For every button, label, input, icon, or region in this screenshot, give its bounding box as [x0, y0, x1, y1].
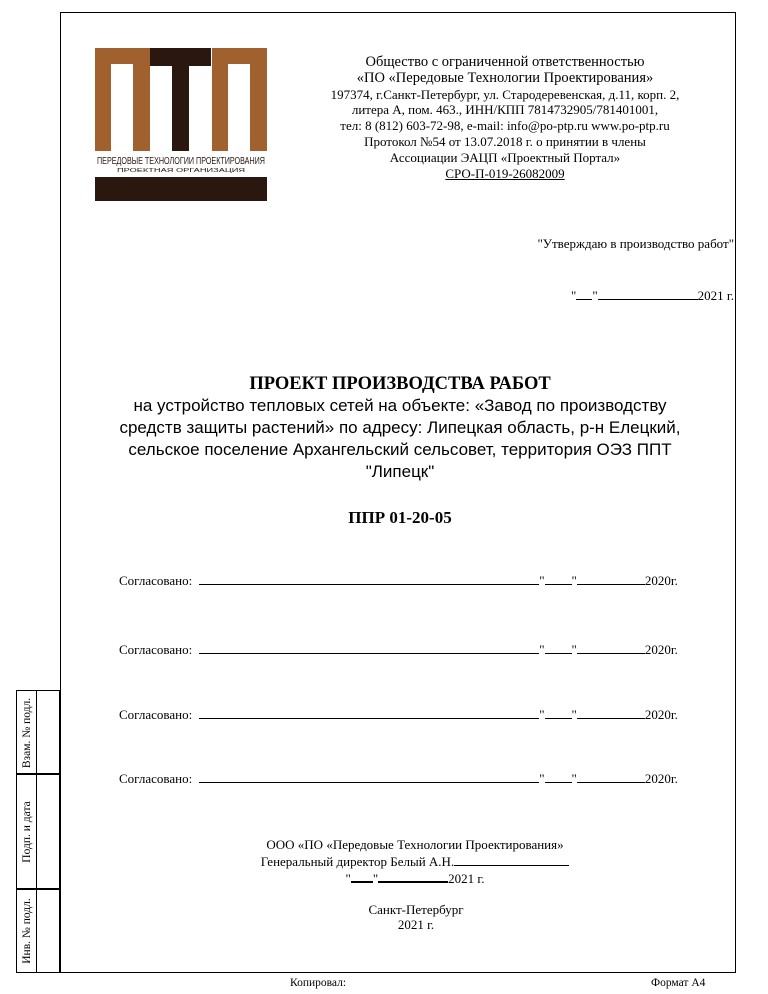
- stamp-label: Инв. № подл.: [21, 897, 33, 964]
- agreement-label: Согласовано:: [119, 642, 193, 657]
- title-subtitle: сельское поселение Архангельский сельсовет, территория ОЭЗ ППТ: [128, 440, 672, 459]
- city-block: [300, 902, 532, 932]
- org-line: «ПО «Передовые Технологии Проектирования»: [356, 69, 654, 86]
- stamp-label: Взам. № подл.: [21, 697, 33, 768]
- stamp-podp: [16, 773, 60, 890]
- org-association: Ассоциации ЭАЦП «Проектный Портал»: [389, 149, 621, 165]
- logo-caption: ПЕРЕДОВЫЕ ТЕХНОЛОГИИ ПРОЕКТИРОВАНИЯ: [97, 156, 265, 167]
- agreement-row: Согласовано: " " 2020г.: [119, 573, 678, 588]
- document-code: ППР 01-20-05: [348, 508, 452, 527]
- company-logo: [95, 48, 267, 201]
- approval-date: " " 2021 г.: [571, 288, 734, 303]
- agreement-row: Согласовано: " " 2020г.: [119, 707, 678, 722]
- agreement-row: Согласовано: " " 2020г.: [119, 771, 678, 786]
- stamp-inv: [16, 888, 60, 973]
- org-line: Общество с ограниченной ответственностью: [365, 54, 645, 70]
- document-title: [90, 373, 710, 483]
- org-address: 197374, г.Санкт-Петербург, ул. Стародеревенская, д.11, корп. 2,: [330, 86, 680, 102]
- title-subtitle: средств защиты растений» по адресу: Липецкая область, р-н Елецкий,: [119, 418, 681, 437]
- director-block: ООО «ПО «Передовые Технологии Проектирования» Генеральный директор Белый А.Н. " " 2021 г.: [205, 837, 625, 887]
- footer-format: Формат А4: [651, 977, 706, 989]
- org-contacts: тел: 8 (812) 603-72-98, e-mail: info@po-ptp.ru www.po-ptp.ru: [340, 118, 670, 134]
- director-year: 2021 г.: [448, 871, 485, 886]
- approval-text: "Утверждаю в производство работ": [537, 236, 734, 251]
- stamp-label: Подп. и дата: [21, 800, 33, 863]
- city-name: Санкт-Петербург: [368, 902, 464, 917]
- organization-header: [282, 55, 728, 181]
- org-address: литера А, пом. 463., ИНН/КПП 7814732905/781401001,: [351, 102, 659, 118]
- footer-copied: Копировал:: [290, 977, 347, 989]
- agreement-year: 2020г.: [644, 771, 678, 786]
- agreement-year: 2020г.: [644, 707, 678, 722]
- org-sro: СРО-П-019-26082009: [445, 165, 565, 181]
- city-year: 2021 г.: [397, 917, 435, 932]
- org-protocol: Протокол №54 от 13.07.2018 г. о принятии в члены: [364, 133, 646, 149]
- agreement-year: 2020г.: [644, 573, 678, 588]
- title-subtitle: на устройство тепловых сетей на объекте: «Завод по производству: [133, 396, 667, 415]
- director-org: ООО «ПО «Передовые Технологии Проектирования»: [266, 837, 564, 852]
- director-name: Генеральный директор Белый А.Н.: [260, 853, 455, 869]
- approval-year: 2021 г.: [697, 288, 734, 303]
- agreement-label: Согласовано:: [119, 707, 193, 722]
- agreement-label: Согласовано:: [119, 573, 193, 588]
- agreement-year: 2020г.: [644, 642, 678, 657]
- agreement-label: Согласовано:: [119, 771, 193, 786]
- logo-subcaption: ПРОЕКТНАЯ ОРГАНИЗАЦИЯ: [117, 168, 246, 174]
- agreement-row: Согласовано: " " 2020г.: [119, 642, 678, 657]
- stamp-vzam: [16, 690, 60, 775]
- title-subtitle: "Липецк": [365, 462, 435, 481]
- title-main: ПРОЕКТ ПРОИЗВОДСТВА РАБОТ: [249, 374, 551, 394]
